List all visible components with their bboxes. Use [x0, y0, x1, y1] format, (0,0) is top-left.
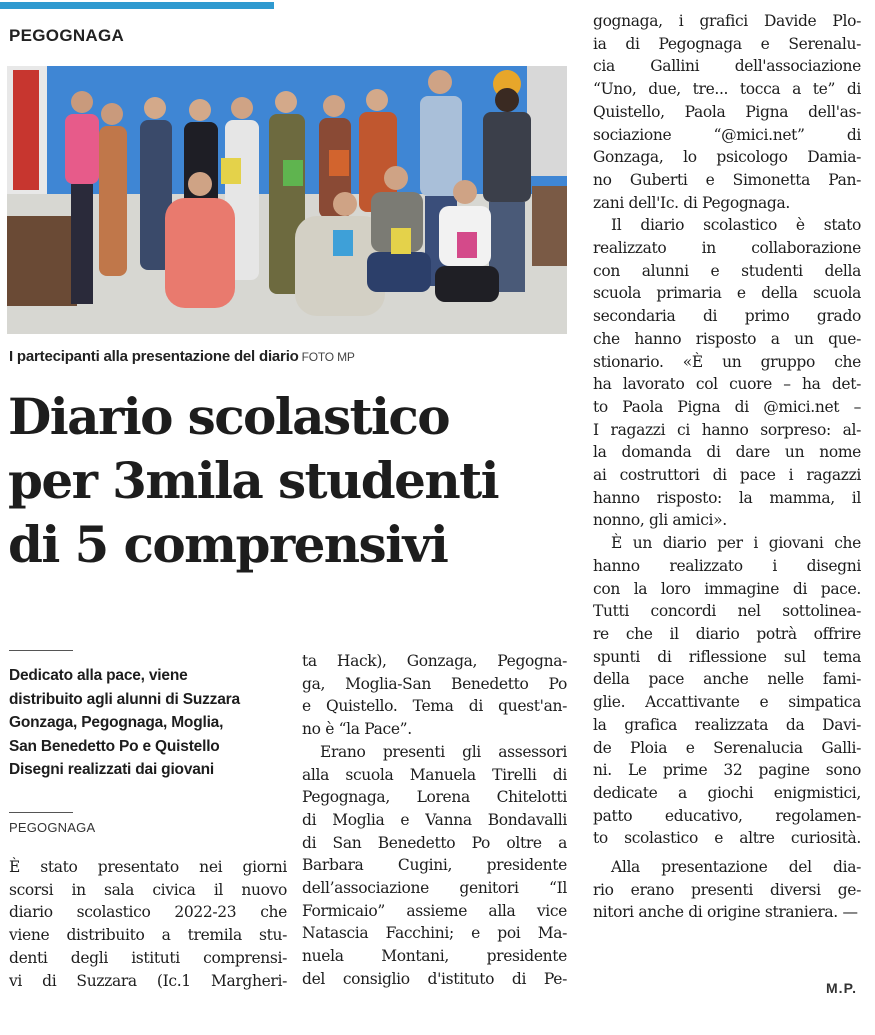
- body-line: hanno realizzato i disegni: [593, 556, 861, 575]
- body-line: denti degli istituti comprensi-: [9, 948, 287, 967]
- subhead-line: Dedicato alla pace, viene: [9, 667, 188, 684]
- body-line: glie. Accattivante e simpatica: [593, 693, 861, 712]
- body-line: ia di Pegognaga e Serenalu-: [593, 34, 861, 53]
- body-line: ha lavorato col cuore – ha det-: [593, 375, 861, 394]
- article-photo: [7, 66, 567, 334]
- subhead-line: Disegni realizzati dai giovani: [9, 761, 215, 778]
- body-line: di San Benedetto Po oltre a: [302, 833, 567, 852]
- headline-line: per 3mila studenti: [8, 451, 499, 510]
- body-line: Alla presentazione del dia-: [611, 858, 861, 877]
- body-line: cia Gallini dell'associazione: [593, 57, 861, 76]
- body-line: vi di Suzzara (Ic.1 Margheri-: [9, 971, 287, 990]
- body-line: Formicaio” assieme alla vice: [302, 901, 567, 920]
- body-line: che hanno risposto a un que-: [593, 329, 861, 348]
- body-line: scuola primaria e della scuola: [593, 284, 861, 303]
- body-line: nuela Montani, presidente: [302, 947, 567, 966]
- body-line: ni. Le prime 32 pagine sono: [593, 761, 861, 780]
- body-line: spunti di riflessione sul tema: [593, 647, 861, 666]
- headline-line: Diario scolastico: [8, 387, 450, 446]
- caption-text: I partecipanti alla presentazione del diario: [9, 348, 299, 365]
- headline: [8, 385, 568, 577]
- body-column-2: [302, 650, 567, 991]
- body-line: ta Hack), Gonzaga, Pegogna-: [302, 652, 567, 670]
- body-line: ai costruttori di pace i ragazzi: [593, 466, 861, 485]
- body-column-1: [9, 856, 287, 992]
- body-line: sociazione “@mici.net” di: [593, 125, 861, 144]
- body-line: I ragazzi ci hanno sorpreso: al-: [593, 420, 861, 439]
- body-line: nonno, gli amici».: [593, 511, 727, 530]
- body-line: del consiglio d'istituto di Pe-: [302, 969, 567, 988]
- body-line: Pegognaga, Lorena Chitelotti: [302, 788, 567, 807]
- body-line: stionario. «È un gruppo che: [593, 352, 861, 371]
- body-line: alla scuola Manuela Tirelli di: [302, 765, 567, 784]
- subhead-rule: [9, 650, 73, 651]
- body-line: È stato presentato nei giorni: [9, 858, 287, 876]
- body-line: de Ploia e Serenalucia Galli-: [593, 738, 861, 757]
- body-line: patto educativo, regolamen-: [593, 806, 861, 825]
- body-line: ga, Moglia-San Benedetto Po: [302, 674, 567, 693]
- body-line: “Uno, due, tre... tocca a te” di: [593, 80, 861, 99]
- accent-bar: [0, 2, 274, 9]
- body-line: di Moglia e Vanna Bondavalli: [302, 810, 567, 829]
- author-signature: M.P.: [826, 980, 857, 996]
- body-line: con la loro immagine di pace.: [593, 579, 861, 598]
- body-line: Gonzaga, lo psicologo Damia-: [593, 148, 861, 167]
- body-line: dedicate a giochi enigmistici,: [593, 783, 861, 802]
- byline: PEGOGNAGA: [9, 820, 96, 835]
- body-line: Quistello, Paola Pigna dell'as-: [593, 102, 861, 121]
- byline-rule: [9, 812, 73, 813]
- subheadline: [9, 664, 294, 782]
- body-line: Il diario scolastico è stato: [611, 216, 861, 235]
- body-line: con alunni e studenti della: [593, 261, 861, 280]
- body-line: Erano presenti gli assessori: [320, 742, 567, 761]
- body-line: la grafica realizzata da Davi-: [593, 715, 861, 734]
- body-line: re che il diario potrà offrire: [593, 624, 861, 643]
- body-line: e Quistello. Tema di quest'an-: [302, 697, 567, 716]
- body-line: viene distribuito a tremila stu-: [9, 926, 287, 945]
- body-line: to scolastico e altre curiosità.: [593, 829, 861, 848]
- subhead-line: San Benedetto Po e Quistello: [9, 737, 220, 755]
- body-line: to Paola Pigna di @mici.net –: [593, 397, 861, 416]
- group-photo-illustration: [7, 66, 567, 334]
- body-column-3: [593, 10, 861, 924]
- body-line: Tutti concordi nel sottolinea-: [593, 602, 861, 621]
- body-line: no è “la Pace”.: [302, 720, 412, 739]
- photo-credit: FOTO MP: [301, 350, 355, 364]
- body-line: no Guberti e Simonetta Pan-: [593, 170, 861, 189]
- photo-caption: [9, 348, 355, 365]
- section-label: PEGOGNAGA: [9, 26, 125, 45]
- body-line: zani dell'Ic. di Pegognaga.: [593, 193, 790, 212]
- headline-line: di 5 comprensivi: [8, 515, 448, 574]
- body-line: Natascia Facchini; e poi Ma-: [302, 924, 567, 943]
- body-line: È un diario per i giovani che: [611, 534, 861, 553]
- body-line: la domanda di dare un nome: [593, 443, 861, 462]
- body-line: scorsi in sala civica il nuovo: [9, 880, 287, 899]
- body-line: secondaria di primo grado: [593, 307, 861, 326]
- body-line: diario scolastico 2022-23 che: [9, 903, 287, 922]
- body-line: della pace anche nelle fami-: [593, 670, 861, 689]
- body-line: gognaga, i grafici Davide Plo-: [593, 12, 861, 30]
- subhead-line: Gonzaga, Pegognaga, Moglia,: [9, 714, 224, 731]
- body-line: dell’associazione genitori “Il: [302, 879, 567, 898]
- body-line: Barbara Cugini, presidente: [302, 856, 567, 875]
- body-line: realizzato in collaborazione: [593, 239, 861, 258]
- subhead-line: distribuito agli alunni di Suzzara: [9, 690, 240, 708]
- body-line: nitori anche di origine straniera. —: [593, 903, 858, 922]
- body-line: hanno risposto: la mamma, il: [593, 488, 861, 507]
- body-line: rio erano presenti diversi ge-: [593, 880, 861, 899]
